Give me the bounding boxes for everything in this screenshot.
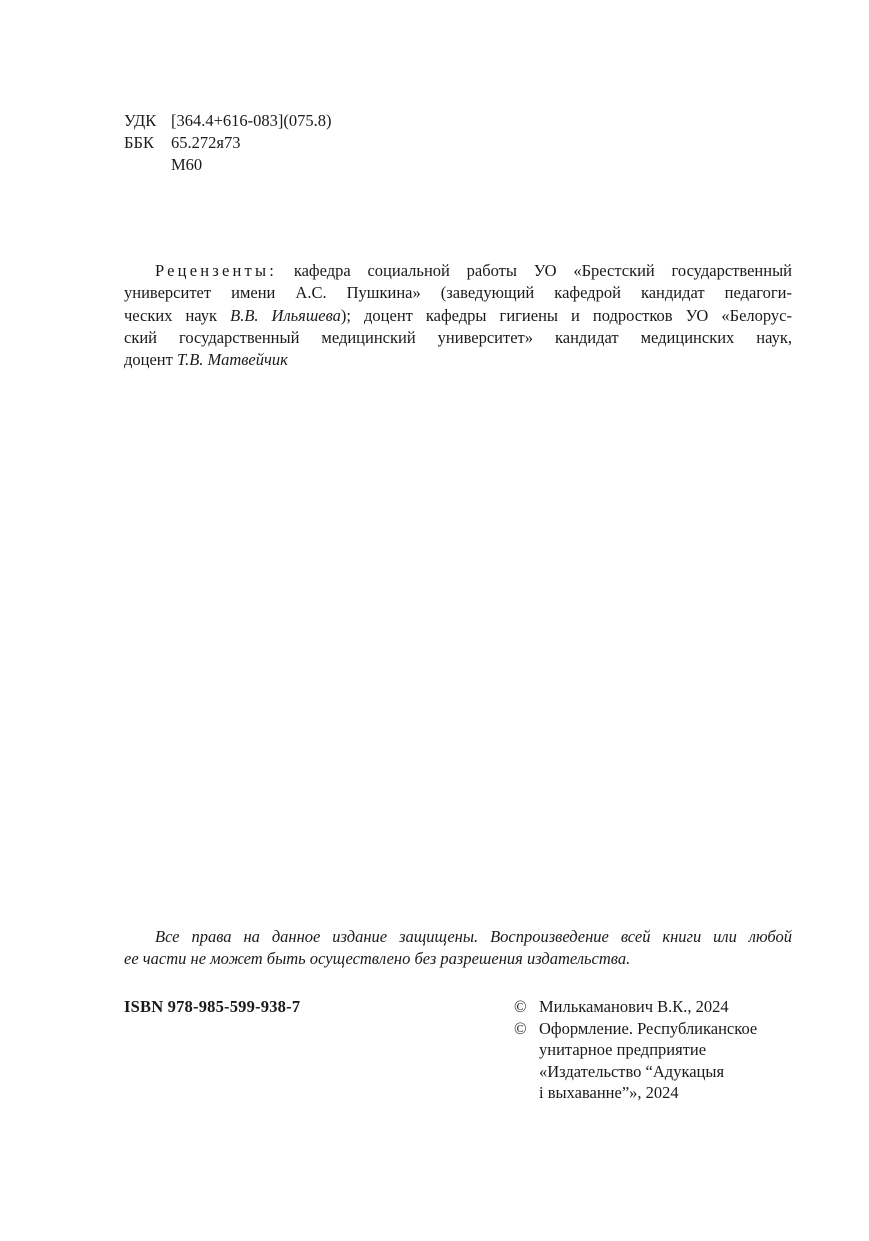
reviewer-name-2: Т.В. Матвейчик: [176, 350, 288, 370]
udc-label: УДК: [124, 111, 157, 130]
copyright-block: [514, 996, 804, 1104]
rights-line-1: Все права на данное издание защищены. Воспроизведение всей книги или любой: [155, 927, 792, 946]
bbk-label: ББК: [124, 133, 154, 152]
reviewers-text-3b: ); доцент кафедры гигиены и подростков УО «Белорус-: [340, 305, 793, 325]
rights-line-2: ее части не может быть осуществлено без разрешения издательства.: [124, 949, 631, 968]
reviewers-text-3a: ческих наук: [124, 305, 218, 325]
author-mark: М60: [171, 155, 203, 174]
bbk-value: 65.272я73: [171, 133, 241, 152]
bbk-row: [124, 132, 424, 154]
copyright-author: Милькаманович В.К., 2024: [539, 997, 729, 1016]
udc-row: [124, 110, 424, 132]
copyright-design-line: «Издательство “Адукацыя: [539, 1061, 725, 1081]
reviewers-text-5a: доцент: [124, 350, 173, 370]
isbn: ISBN 978-985-599-938-7: [124, 997, 301, 1016]
reviewers-paragraph: [124, 260, 792, 371]
reviewers-heading: Рецензенты:: [155, 261, 278, 280]
copyright-design-line: Оформление. Республиканское: [539, 1018, 758, 1038]
copyright-design-line: і выхаванне”», 2024: [539, 1083, 679, 1102]
copyright-design-line: унитарное предприятие: [539, 1040, 707, 1059]
copyright-symbol: ©: [514, 997, 527, 1016]
reviewers-line-1: [124, 260, 792, 282]
reviewer-name-1: В.В. Ильяшева: [230, 305, 341, 325]
reviewers-text-1: кафедра социальной работы УО «Брестский государственный: [293, 261, 792, 280]
reviewers-line-5: [124, 349, 792, 371]
copyright-entry-design: [514, 1018, 804, 1104]
reviewers-line-4: ский государственный медицинский университет» кандидат медицинских наук,: [124, 327, 792, 347]
classification-block: [124, 110, 424, 176]
copyright-symbol: ©: [514, 1018, 527, 1038]
copyright-entry-author: [514, 996, 804, 1018]
rights-notice: [124, 926, 792, 970]
reviewers-line-3: [124, 305, 792, 327]
reviewers-line-2: университет имени А.С. Пушкина» (заведующий кафедрой кандидат педагоги-: [124, 283, 792, 303]
udc-value: [364.4+616-083](075.8): [171, 111, 332, 130]
